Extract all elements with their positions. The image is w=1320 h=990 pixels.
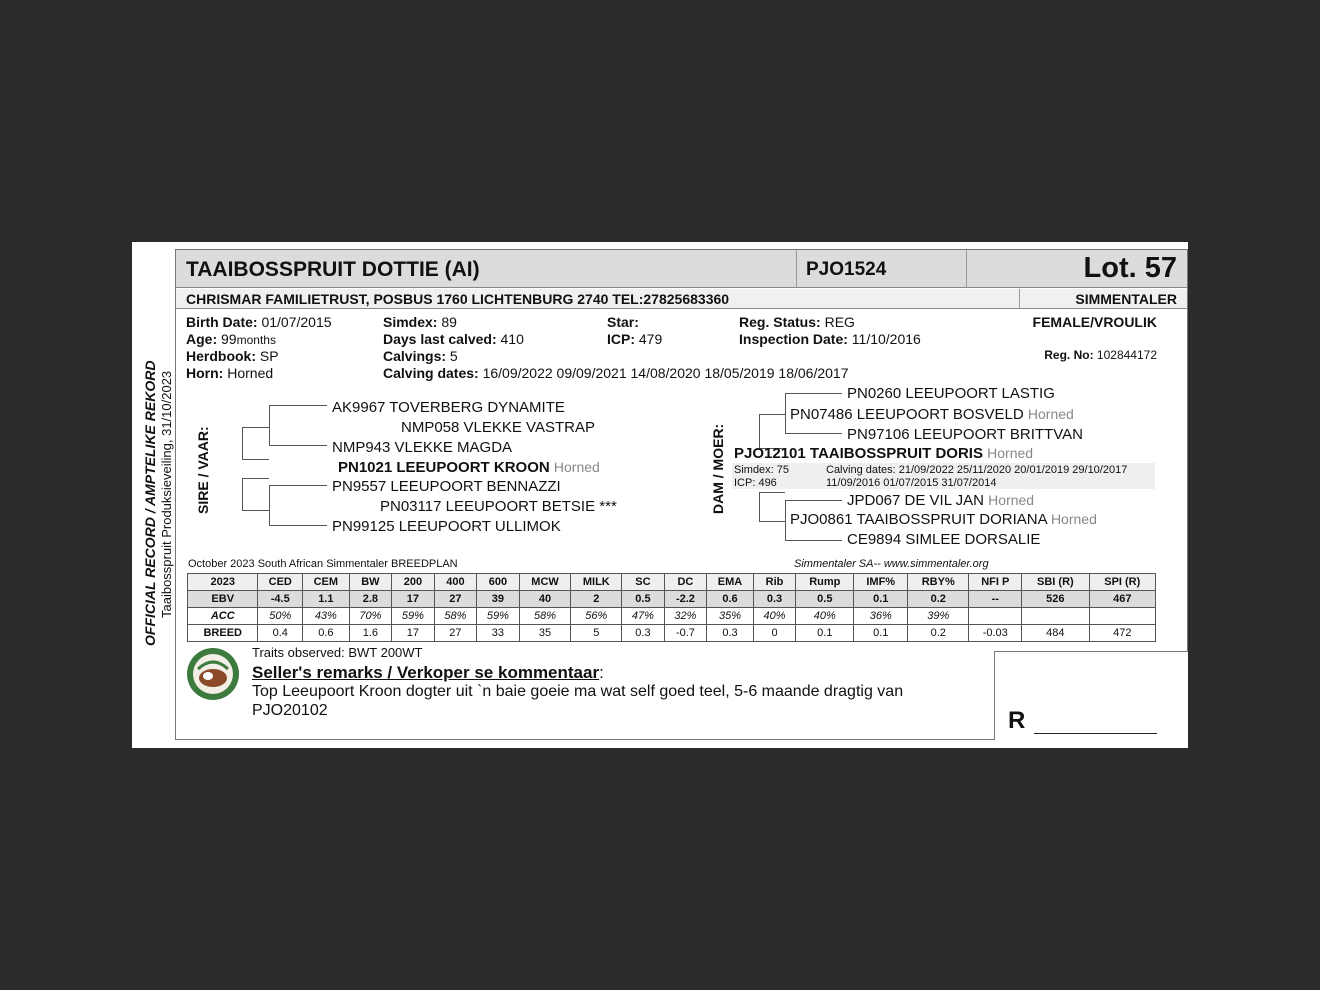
header-cell: IMF% (854, 574, 908, 591)
sire-sire-sire: NMP058 VLEKKE VASTRAP (401, 419, 595, 436)
ebv-cell: 0.5 (796, 591, 854, 608)
icp: ICP: 479 (607, 331, 663, 347)
ebv-cell: 0.1 (854, 591, 908, 608)
breed-cell: 0.4 (258, 625, 303, 642)
ebv-cell: 17 (392, 591, 435, 608)
header-cell: BW (349, 574, 392, 591)
ebv-cell: 2 (571, 591, 622, 608)
dam-icp: ICP: 496 (734, 477, 777, 489)
dam-label: DAM / MOER: (710, 423, 726, 514)
header-cell: CED (258, 574, 303, 591)
reg-number: Reg. No: 102844172 (1044, 348, 1157, 362)
sire-sire: AK9967 TOVERBERG DYNAMITE (332, 399, 565, 416)
sire-dam-sire: PN03117 LEEUPOORT BETSIE *** (380, 498, 617, 515)
animal-name: TAAIBOSSPRUIT DOTTIE (AI) (186, 258, 480, 281)
breed-cell: 0.6 (303, 625, 350, 642)
ebv-cell: -- (969, 591, 1022, 608)
acc-cell (1022, 608, 1089, 625)
header-cell: NFI P (969, 574, 1022, 591)
breed-cell: 472 (1089, 625, 1155, 642)
header-cell: Rib (753, 574, 796, 591)
ebv-cell: EBV (188, 591, 258, 608)
birth-date: Birth Date: 01/07/2015 (186, 314, 332, 330)
dam-sire: PN07486 LEEUPOORT BOSVELD Horned (790, 406, 1074, 423)
dam-sire-dam: PN97106 LEEUPOORT BRITTVAN (847, 426, 1083, 443)
dam-simdex: Simdex: 75 (734, 464, 790, 476)
ebv-cell: 40 (519, 591, 571, 608)
ebv-row (188, 591, 1156, 608)
herdbook: Herdbook: SP (186, 348, 279, 364)
header-cell: 200 (392, 574, 435, 591)
breed-cell: 33 (477, 625, 520, 642)
table-header-row (188, 574, 1156, 591)
simmentaler-logo-icon (186, 647, 240, 701)
acc-cell: 58% (434, 608, 477, 625)
ebv-cell: 0.2 (908, 591, 969, 608)
header-cell: 400 (434, 574, 477, 591)
acc-cell: 43% (303, 608, 350, 625)
dam: PJO12101 TAAIBOSSPRUIT DORIS Horned (734, 445, 1034, 462)
ebv-cell: 0.5 (622, 591, 665, 608)
dam-sire-sire: PN0260 LEEUPOORT LASTIG (847, 385, 1055, 402)
breed-cell: 484 (1022, 625, 1089, 642)
sex: FEMALE/VROULIK (1032, 314, 1157, 330)
ebv-cell: 39 (477, 591, 520, 608)
breed-row (188, 625, 1156, 642)
breed-cell: 17 (392, 625, 435, 642)
header-cell: SBI (R) (1022, 574, 1089, 591)
calving-dates: Calving dates: 16/09/2022 09/09/2021 14/08/2020 18/05/2019 18/06/2017 (383, 365, 849, 381)
header-cell: MILK (571, 574, 622, 591)
days-last-calved: Days last calved: 410 (383, 331, 524, 347)
auction-label: Taaibosspruit Produksieveiling, 31/10/2023 (159, 370, 174, 618)
breed-cell: 1.6 (349, 625, 392, 642)
acc-cell: 56% (571, 608, 622, 625)
acc-cell: 32% (664, 608, 707, 625)
sire-label: SIRE / VAAR: (195, 426, 211, 514)
sire: PN1021 LEEUPOORT KROON Horned (338, 459, 600, 476)
ebv-cell: 2.8 (349, 591, 392, 608)
ebv-cell: 0.6 (707, 591, 754, 608)
header-cell: EMA (707, 574, 754, 591)
age: Age: 99months (186, 331, 276, 347)
animal-id: PJO1524 (806, 259, 887, 280)
dam-dam-dam: CE9894 SIMLEE DORSALIE (847, 531, 1041, 548)
acc-cell: 40% (753, 608, 796, 625)
breed-cell: 27 (434, 625, 477, 642)
acc-cell: 59% (477, 608, 520, 625)
ebv-cell: -4.5 (258, 591, 303, 608)
breed-cell: 0 (753, 625, 796, 642)
acc-cell (969, 608, 1022, 625)
dam-calving-dates: Calving dates: 21/09/2022 25/11/2020 20/01/2019 29/10/2017 (826, 464, 1128, 476)
acc-cell: 59% (392, 608, 435, 625)
simdex: Simdex: 89 (383, 314, 457, 330)
breedplan-table (187, 573, 1156, 642)
horn-status: Horn: Horned (186, 365, 274, 381)
breed-name: SIMMENTALER (1075, 291, 1177, 307)
header-cell: MCW (519, 574, 571, 591)
title-row (176, 250, 1187, 288)
ebv-cell: -2.2 (664, 591, 707, 608)
price-line[interactable] (1034, 733, 1157, 734)
lot-number: Lot. 57 (1083, 252, 1177, 284)
header-cell: 2023 (188, 574, 258, 591)
star: Star: (607, 314, 639, 330)
reg-status: Reg. Status: REG (739, 314, 855, 330)
breed-cell: 35 (519, 625, 571, 642)
acc-cell: 40% (796, 608, 854, 625)
acc-cell: 50% (258, 608, 303, 625)
lot-card (132, 242, 1188, 748)
sire-dam: PN9557 LEEUPOORT BENNAZZI (332, 478, 561, 495)
breed-cell: -0.7 (664, 625, 707, 642)
acc-cell (1089, 608, 1155, 625)
dam-dam: PJO0861 TAAIBOSSPRUIT DORIANA Horned (790, 511, 1097, 528)
dam-calving-dates-cont: 11/09/2016 01/07/2015 31/07/2014 (826, 477, 997, 489)
remarks-heading: Seller's remarks / Verkoper se kommentaar: (252, 663, 604, 682)
traits-observed: Traits observed: BWT 200WT (252, 645, 423, 660)
dam-dam-sire: JPD067 DE VIL JAN Horned (847, 492, 1035, 509)
price-prefix: R (1008, 707, 1026, 734)
breed-cell: 5 (571, 625, 622, 642)
breedplan-source: Simmentaler SA-- www.simmentaler.org (794, 558, 989, 570)
header-cell: SC (622, 574, 665, 591)
header-cell: RBY% (908, 574, 969, 591)
acc-row (188, 608, 1156, 625)
acc-cell: 70% (349, 608, 392, 625)
ebv-cell: 526 (1022, 591, 1089, 608)
acc-cell: 36% (854, 608, 908, 625)
ebv-cell: 0.3 (753, 591, 796, 608)
owner-info: CHRISMAR FAMILIETRUST, POSBUS 1760 LICHTENBURG 2740 TEL:27825683360 (186, 291, 730, 307)
owner-row (176, 289, 1187, 309)
acc-cell: ACC (188, 608, 258, 625)
acc-cell: 58% (519, 608, 571, 625)
sire-dam-dam: PN99125 LEEUPOORT ULLIMOK (332, 518, 561, 535)
official-record-label: OFFICIAL RECORD / AMPTELIKE REKORD (142, 360, 158, 646)
header-cell: SPI (R) (1089, 574, 1155, 591)
remarks-text: Top Leeupoort Kroon dogter uit `n baie goeie ma wat self goed teel, 5-6 maande dragtig van PJO20102 (252, 683, 904, 719)
breedplan-caption: October 2023 South African Simmentaler BREEDPLAN (188, 558, 458, 570)
header-cell: 600 (477, 574, 520, 591)
breed-cell: 0.1 (854, 625, 908, 642)
inspection-date: Inspection Date: 11/10/2016 (739, 331, 921, 347)
ebv-cell: 1.1 (303, 591, 350, 608)
acc-cell: 47% (622, 608, 665, 625)
breed-cell: -0.03 (969, 625, 1022, 642)
header-cell: Rump (796, 574, 854, 591)
breed-cell: 0.2 (908, 625, 969, 642)
header-cell: DC (664, 574, 707, 591)
calvings: Calvings: 5 (383, 348, 458, 364)
breed-cell: 0.3 (622, 625, 665, 642)
ebv-cell: 467 (1089, 591, 1155, 608)
header-cell: CEM (303, 574, 350, 591)
acc-cell: 39% (908, 608, 969, 625)
sire-sire-dam: NMP943 VLEKKE MAGDA (332, 439, 513, 456)
acc-cell: 35% (707, 608, 754, 625)
breed-cell: 0.3 (707, 625, 754, 642)
breed-cell: BREED (188, 625, 258, 642)
breed-cell: 0.1 (796, 625, 854, 642)
ebv-cell: 27 (434, 591, 477, 608)
